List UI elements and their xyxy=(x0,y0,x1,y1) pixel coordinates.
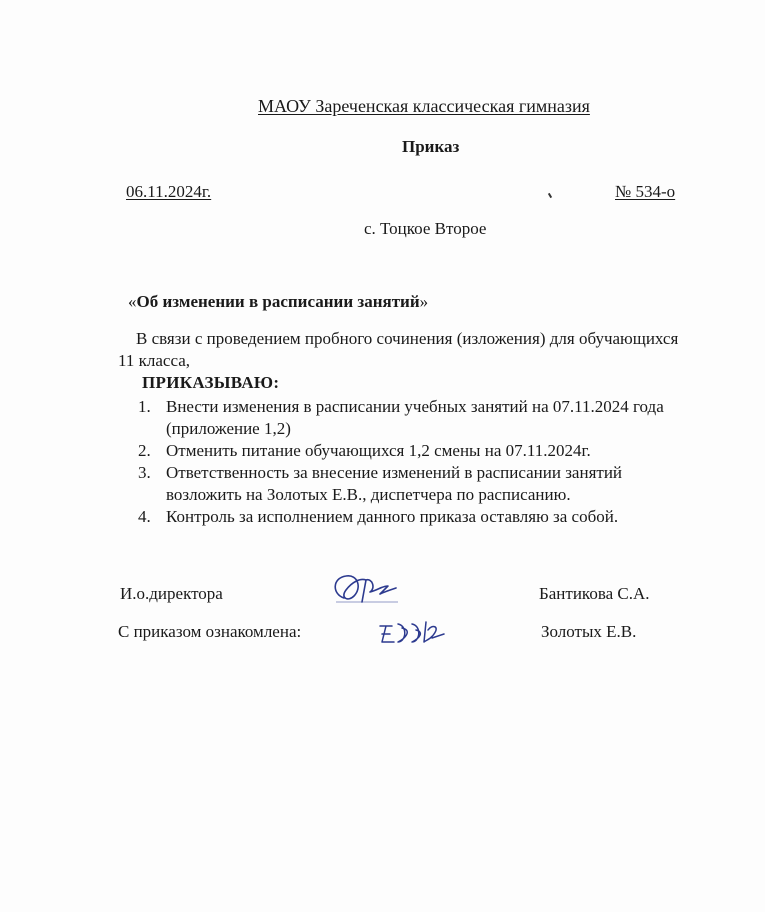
scan-speck xyxy=(548,193,552,198)
order-word: ПРИКАЗЫВАЮ: xyxy=(142,373,280,392)
director-name: Бантикова С.А. xyxy=(539,584,650,603)
item-number: 3. xyxy=(138,463,151,482)
director-signature xyxy=(326,568,406,610)
item-text-line: Отменить питание обучающихся 1,2 смены на 07.11.2024г. xyxy=(166,441,591,460)
acquainted-name: Золотых Е.В. xyxy=(541,622,637,641)
document-title: Приказ xyxy=(402,137,460,156)
item-text-line: возложить на Золотых Е.В., диспетчера по расписанию. xyxy=(166,485,571,504)
list-item xyxy=(138,396,664,440)
list-item xyxy=(138,506,664,528)
item-text-line: Внести изменения в расписании учебных занятий на 07.11.2024 года xyxy=(166,397,664,416)
intro-line-1: В связи с проведением пробного сочинения (изложения) для обучающихся xyxy=(136,329,679,348)
subject-text: Об изменении в расписании занятий xyxy=(136,292,420,311)
organization-name: МАОУ Зареченская классическая гимназия xyxy=(258,96,590,116)
item-text-line: (приложение 1,2) xyxy=(166,419,291,438)
list-item xyxy=(138,462,664,506)
order-items-list xyxy=(138,396,664,528)
order-date: 06.11.2024г. xyxy=(126,182,212,201)
subject-open-quote: « xyxy=(128,292,137,311)
item-text-line: Ответственность за внесение изменений в расписании занятий xyxy=(166,463,623,482)
director-role: И.о.директора xyxy=(120,584,223,603)
acquainted-signature xyxy=(372,616,448,650)
order-number: № 534-о xyxy=(615,182,676,201)
subject-close-quote: » xyxy=(419,292,429,311)
intro-line-2: 11 класса, xyxy=(118,351,191,370)
item-number: 4. xyxy=(138,507,151,526)
item-text-line: Контроль за исполнением данного приказа оставляю за собой. xyxy=(166,507,619,526)
item-number: 2. xyxy=(138,441,151,460)
acquainted-role: С приказом ознакомлена: xyxy=(118,622,302,641)
item-number: 1. xyxy=(138,397,151,416)
list-item xyxy=(138,440,664,462)
order-place: с. Тоцкое Второе xyxy=(364,219,487,238)
order-subject xyxy=(128,292,428,312)
